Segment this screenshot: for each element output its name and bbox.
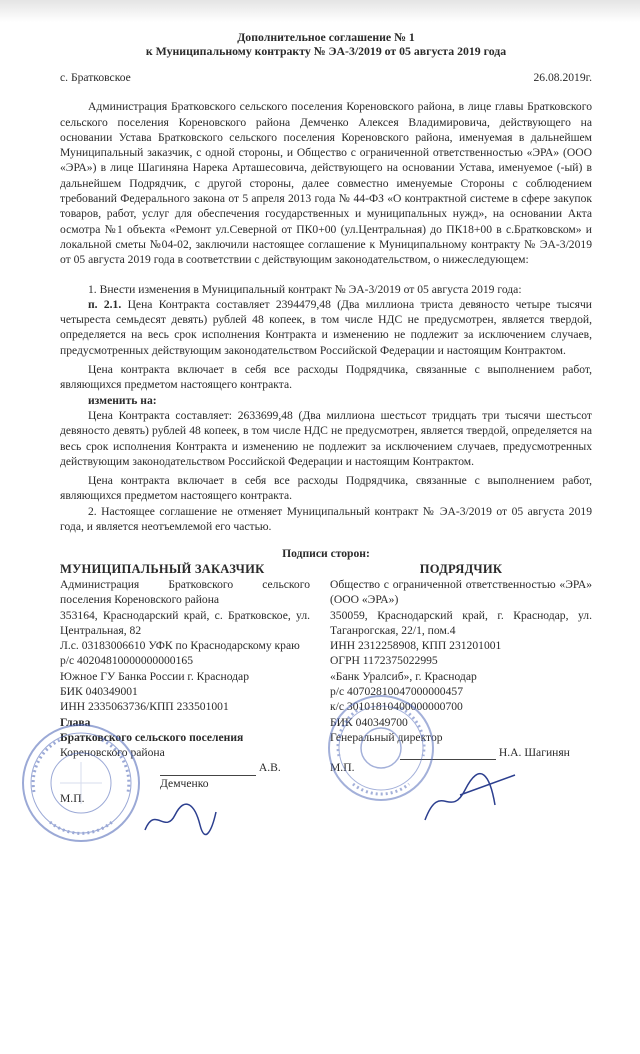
customer-line: ИНН 2335063736/КПП 233501001 [60, 700, 229, 714]
document-body [60, 30, 592, 806]
signature-line [160, 763, 256, 776]
customer-line: БИК 040349001 [60, 684, 138, 698]
contractor-heading: ПОДРЯДЧИК [419, 561, 503, 576]
clause-old [60, 297, 592, 358]
contractor-mp: М.П. [330, 761, 355, 775]
contractor-line: 350059, Краснодарский край, г. Краснодар, ул. Таганрогская, 22/1, пом.4 [330, 608, 592, 637]
contractor-line: Общество с ограниченной ответственностью «ЭРА» (ООО «ЭРА») [330, 577, 592, 607]
clause-old-text: Цена Контракта составляет 2394479,48 (Два миллиона триста девяносто четыре тысячи четыреста семьдесят девять) рублей 48 копеек, в том числе НДС не предусмотрен, является твердой, определяется на весь срок исполнения Контракта и изменению не подлежит за исключением случаев, предусмотренных действующим законодательством Российской Федерации и настоящим Контрактом. [60, 297, 593, 357]
customer-line: Л.с. 03183006610 УФК по Краснодарскому краю [60, 639, 300, 653]
place: с. Братковское [60, 71, 131, 84]
document-title [60, 30, 592, 58]
clause-label: п. 2.1. [88, 297, 122, 311]
customer-head-title: Кореновского района [60, 746, 165, 760]
customer-head-title: Глава [60, 715, 91, 729]
item-2: 2. Настоящее соглашение не отменяет Муниципальный контракт № ЭА-3/2019 от 05 августа 2019 года, и является неотъемлемой его частью. [60, 504, 592, 534]
customer-signature-icon [140, 800, 220, 840]
customer-seal-icon [20, 722, 142, 844]
clause-old-2: Цена контракта включает в себя все расходы Подрядчика, связанные с выполнением работ, являющихся предметом настоящего контракта. [60, 363, 592, 392]
customer-line: Администрация Братковского сельского поселения Кореновского района [60, 577, 310, 607]
contractor-line: ИНН 2312258908, КПП 231201001 [330, 639, 502, 653]
item-1: 1. Внести изменения в Муниципальный контракт № ЭА-3/2019 от 05 августа 2019 года: [88, 282, 522, 296]
customer-line: р/с 40204810000000000165 [60, 654, 193, 668]
date: 26.08.2019г. [533, 71, 592, 84]
change-to-label: изменить на: [88, 393, 157, 407]
preamble: Администрация Братковского сельского поселения Кореновского района, в лице главы Братковского сельского поселения Кореновского района Демченко Алексея Владимировича, действующего на основании Устава Братковского сельского поселения Кореновского района, именуемая в дальнейшем Муниципальный заказчик, с одной стороны, и Общество с ограниченной ответственностью «ЭРА» (ООО «ЭРА») в лице Шагиняна Нарека Арташесовича, действующего на основании Устава, именуемое (-ый) в дальнейшем Подрядчик, с другой стороны, далее совместно именуемые Стороны с соблюдением требований Федерального закона от 5 апреля 2013 года № 44-ФЗ «О контрактной системе в сфере закупок товаров, работ, услуг для обеспечения государственных и муниципальных нужд», на основании Акта осмотра №1 объекта «Ремонт ул.Северной от ПК0+00 (ул.Центральная) до ПК18+00 в с.Братковском» и локальной сметы №04-02, заключили настоящее соглашение к Муниципальному контракту № ЭА-3/2019 от 05 августа 2019 года в соответствии с действующим законодательством, о нижеследующем: [60, 100, 592, 267]
contractor-line: ОГРН 1172375022995 [330, 654, 438, 668]
contractor-head-title: Генеральный директор [330, 730, 443, 744]
contractor-line: к/с 30101810400000000700 [330, 700, 463, 714]
title-line-1: Дополнительное соглашение № 1 [237, 30, 415, 44]
contractor-line: «Банк Уралсиб», г. Краснодар [330, 669, 477, 683]
place-date-row [60, 70, 592, 85]
customer-line: 353164, Краснодарский край, с. Братковское, ул. Центральная, 82 [60, 608, 310, 637]
clause-new: Цена Контракта составляет: 2633699,48 (Два миллиона шестьсот тридцать три тысячи шестьсот девяносто девять) рублей 48 копеек, в том числе НДС не предусмотрен, является твердой, определяется на весь срок исполнения Контракта и изменению не подлежит за исключением случаев, предусмотренных действующим законодательством Российской Федерации и настоящим Контрактом. [60, 408, 592, 468]
scan-edge [0, 0, 640, 22]
customer-head-title: Братковского сельского поселения [60, 730, 244, 744]
contractor-line: БИК 040349700 [330, 715, 408, 729]
customer-line: Южное ГУ Банка России г. Краснодар [60, 669, 249, 683]
title-line-2: к Муниципальному контракту № ЭА-3/2019 от 05 августа 2019 года [145, 44, 507, 58]
signatures-title: Подписи сторон: [282, 547, 370, 561]
customer-heading: МУНИЦИПАЛЬНЫЙ ЗАКАЗЧИК [60, 561, 265, 576]
contractor-signature-icon [420, 770, 520, 830]
customer-mp: М.П. [60, 792, 85, 806]
customer-signer: А.В. Демченко [160, 761, 281, 790]
clause-new-2: Цена контракта включает в себя все расходы Подрядчика, связанные с выполнением работ, являющихся предметом настоящего контракта. [60, 474, 592, 503]
contractor-signer: Н.А. Шагинян [498, 746, 570, 760]
contractor-line: р/с 40702810047000000457 [330, 684, 463, 698]
